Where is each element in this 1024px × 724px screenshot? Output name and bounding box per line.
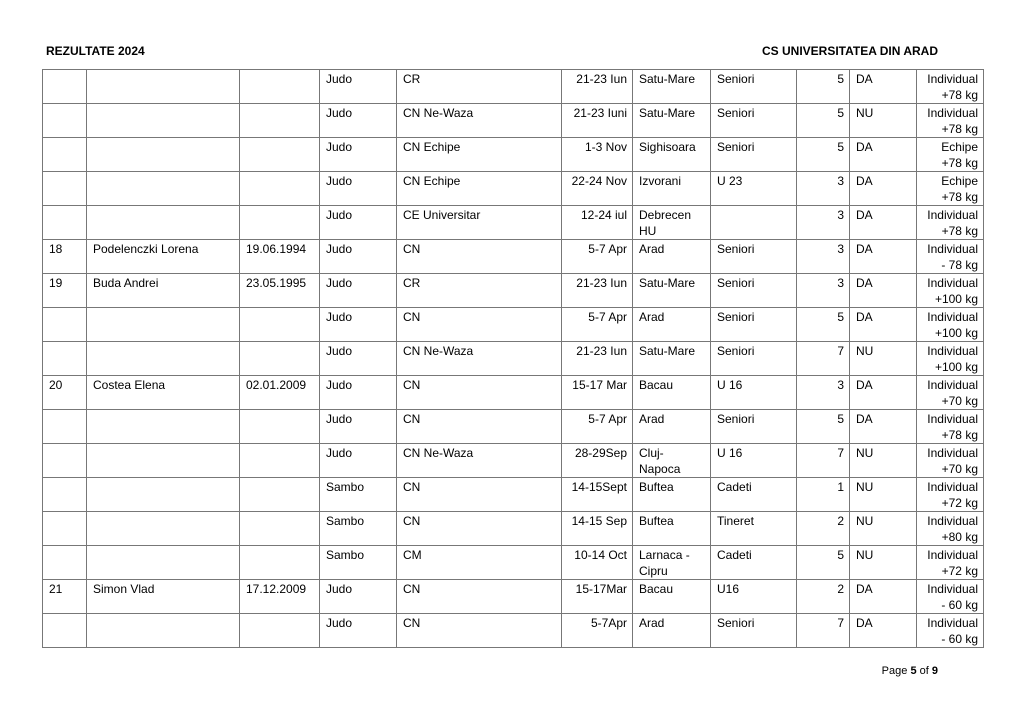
olympic-cell: NU [850,512,917,546]
category-cell: U 16 [711,376,797,410]
page-footer [882,665,938,677]
place-cell: 1 [797,478,850,512]
category-cell: U 16 [711,444,797,478]
event-cell: Individual +100 kg [917,274,984,308]
birthdate-cell [240,104,320,138]
olympic-cell: DA [850,614,917,648]
birthdate-cell [240,546,320,580]
location-cell: Cluj-Napoca [633,444,711,478]
event-cell: Individual +78 kg [917,70,984,104]
place-cell: 3 [797,206,850,240]
nr-cell [43,546,87,580]
sport-cell: Judo [320,410,397,444]
name-cell [87,444,240,478]
place-cell: 5 [797,410,850,444]
table-row [43,376,984,410]
event-cell: Individual - 60 kg [917,580,984,614]
place-cell: 2 [797,512,850,546]
olympic-cell: DA [850,172,917,206]
place-cell: 5 [797,138,850,172]
place-cell: 5 [797,70,850,104]
table-row [43,308,984,342]
event-cell: Individual +72 kg [917,546,984,580]
olympic-cell: NU [850,104,917,138]
event-cell: Individual +78 kg [917,104,984,138]
sport-cell: Sambo [320,546,397,580]
location-cell: Larnaca - Cipru [633,546,711,580]
place-cell: 3 [797,172,850,206]
category-cell: Seniori [711,70,797,104]
competition-cell: CN [397,614,562,648]
sport-cell: Judo [320,172,397,206]
table-row [43,512,984,546]
date-cell: 21-23 Iun [562,342,633,376]
name-cell [87,342,240,376]
birthdate-cell: 23.05.1995 [240,274,320,308]
place-cell: 7 [797,614,850,648]
place-cell: 5 [797,308,850,342]
location-cell: Debrecen HU [633,206,711,240]
page-total: 9 [931,665,938,677]
name-cell [87,206,240,240]
category-cell: U 23 [711,172,797,206]
table-row [43,546,984,580]
olympic-cell: DA [850,274,917,308]
nr-cell [43,206,87,240]
birthdate-cell: 02.01.2009 [240,376,320,410]
birthdate-cell [240,70,320,104]
event-cell: Individual +70 kg [917,376,984,410]
category-cell: Seniori [711,274,797,308]
birthdate-cell: 17.12.2009 [240,580,320,614]
page-current: 5 [910,665,917,677]
place-cell: 3 [797,274,850,308]
table-row [43,614,984,648]
table-row [43,240,984,274]
name-cell [87,512,240,546]
place-cell: 5 [797,104,850,138]
place-cell: 5 [797,546,850,580]
location-cell: Bacau [633,376,711,410]
sport-cell: Judo [320,444,397,478]
competition-cell: CE Universitar [397,206,562,240]
category-cell: Tineret [711,512,797,546]
place-cell: 7 [797,444,850,478]
table-row [43,172,984,206]
olympic-cell: DA [850,410,917,444]
birthdate-cell [240,478,320,512]
name-cell [87,138,240,172]
birthdate-cell [240,512,320,546]
date-cell: 21-23 Iun [562,274,633,308]
nr-cell [43,614,87,648]
olympic-cell: DA [850,70,917,104]
competition-cell: CR [397,274,562,308]
nr-cell: 19 [43,274,87,308]
name-cell: Costea Elena [87,376,240,410]
event-cell: Individual - 78 kg [917,240,984,274]
competition-cell: CR [397,70,562,104]
nr-cell [43,444,87,478]
table-row [43,138,984,172]
olympic-cell: DA [850,240,917,274]
birthdate-cell [240,342,320,376]
place-cell: 3 [797,376,850,410]
name-cell: Podelenczki Lorena [87,240,240,274]
competition-cell: CN [397,478,562,512]
results-table [42,69,984,648]
table-row [43,104,984,138]
competition-cell: CN [397,410,562,444]
name-cell [87,308,240,342]
nr-cell [43,512,87,546]
date-cell: 5-7 Apr [562,308,633,342]
nr-cell [43,172,87,206]
date-cell: 15-17 Mar [562,376,633,410]
category-cell: Seniori [711,104,797,138]
event-cell: Individual +100 kg [917,342,984,376]
date-cell: 5-7 Apr [562,410,633,444]
category-cell: Seniori [711,308,797,342]
sport-cell: Judo [320,614,397,648]
location-cell: Arad [633,308,711,342]
sport-cell: Judo [320,376,397,410]
sport-cell: Judo [320,138,397,172]
olympic-cell: NU [850,478,917,512]
competition-cell: CN Ne-Waza [397,104,562,138]
date-cell: 21-23 Iuni [562,104,633,138]
table-row [43,70,984,104]
competition-cell: CN [397,240,562,274]
birthdate-cell [240,614,320,648]
competition-cell: CN [397,308,562,342]
date-cell: 1-3 Nov [562,138,633,172]
date-cell: 28-29Sep [562,444,633,478]
birthdate-cell [240,138,320,172]
birthdate-cell [240,172,320,206]
name-cell [87,410,240,444]
nr-cell [43,342,87,376]
sport-cell: Judo [320,274,397,308]
competition-cell: CN [397,580,562,614]
table-row [43,580,984,614]
date-cell: 21-23 Iun [562,70,633,104]
category-cell: Seniori [711,614,797,648]
birthdate-cell [240,444,320,478]
name-cell: Buda Andrei [87,274,240,308]
olympic-cell: NU [850,342,917,376]
date-cell: 10-14 Oct [562,546,633,580]
category-cell: U16 [711,580,797,614]
category-cell: Cadeti [711,478,797,512]
location-cell: Buftea [633,478,711,512]
category-cell [711,206,797,240]
location-cell: Satu-Mare [633,70,711,104]
table-row [43,410,984,444]
competition-cell: CM [397,546,562,580]
event-cell: Individual +78 kg [917,410,984,444]
olympic-cell: DA [850,376,917,410]
event-cell: Echipe +78 kg [917,138,984,172]
nr-cell: 21 [43,580,87,614]
location-cell: Satu-Mare [633,274,711,308]
place-cell: 2 [797,580,850,614]
location-cell: Bacau [633,580,711,614]
table-row [43,274,984,308]
olympic-cell: NU [850,444,917,478]
sport-cell: Judo [320,308,397,342]
nr-cell [43,308,87,342]
date-cell: 5-7Apr [562,614,633,648]
competition-cell: CN [397,512,562,546]
birthdate-cell [240,206,320,240]
date-cell: 5-7 Apr [562,240,633,274]
competition-cell: CN Echipe [397,138,562,172]
competition-cell: CN Ne-Waza [397,342,562,376]
olympic-cell: DA [850,206,917,240]
name-cell [87,104,240,138]
name-cell [87,546,240,580]
event-cell: Individual - 60 kg [917,614,984,648]
club-name: CS UNIVERSITATEA DIN ARAD [761,44,938,58]
event-cell: Individual +70 kg [917,444,984,478]
nr-cell [43,410,87,444]
birthdate-cell [240,308,320,342]
sport-cell: Judo [320,342,397,376]
location-cell: Izvorani [633,172,711,206]
location-cell: Satu-Mare [633,104,711,138]
event-cell: Individual +72 kg [917,478,984,512]
olympic-cell: DA [850,138,917,172]
place-cell: 7 [797,342,850,376]
category-cell: Seniori [711,342,797,376]
competition-cell: CN Ne-Waza [397,444,562,478]
table-row [43,342,984,376]
of-label: of [919,665,929,677]
event-cell: Individual +100 kg [917,308,984,342]
date-cell: 12-24 iul [562,206,633,240]
table-row [43,478,984,512]
place-cell: 3 [797,240,850,274]
category-cell: Seniori [711,410,797,444]
table-row [43,444,984,478]
location-cell: Buftea [633,512,711,546]
sport-cell: Judo [320,206,397,240]
event-cell: Individual +78 kg [917,206,984,240]
table-row [43,206,984,240]
name-cell [87,478,240,512]
nr-cell [43,104,87,138]
olympic-cell: DA [850,308,917,342]
location-cell: Arad [633,240,711,274]
category-cell: Seniori [711,240,797,274]
sport-cell: Judo [320,580,397,614]
olympic-cell: DA [850,580,917,614]
sport-cell: Judo [320,104,397,138]
name-cell [87,614,240,648]
location-cell: Satu-Mare [633,342,711,376]
sport-cell: Judo [320,240,397,274]
name-cell: Simon Vlad [87,580,240,614]
nr-cell [43,478,87,512]
nr-cell: 20 [43,376,87,410]
date-cell: 14-15Sept [562,478,633,512]
location-cell: Arad [633,614,711,648]
nr-cell [43,138,87,172]
nr-cell: 18 [43,240,87,274]
competition-cell: CN Echipe [397,172,562,206]
date-cell: 22-24 Nov [562,172,633,206]
olympic-cell: NU [850,546,917,580]
sport-cell: Judo [320,70,397,104]
name-cell [87,70,240,104]
page-label: Page [881,665,908,677]
category-cell: Seniori [711,138,797,172]
birthdate-cell: 19.06.1994 [240,240,320,274]
date-cell: 14-15 Sep [562,512,633,546]
location-cell: Arad [633,410,711,444]
nr-cell [43,70,87,104]
birthdate-cell [240,410,320,444]
event-cell: Echipe +78 kg [917,172,984,206]
location-cell: Sighisoara [633,138,711,172]
event-cell: Individual +80 kg [917,512,984,546]
sport-cell: Sambo [320,478,397,512]
date-cell: 15-17Mar [562,580,633,614]
document-title: REZULTATE 2024 [46,44,145,58]
competition-cell: CN [397,376,562,410]
sport-cell: Sambo [320,512,397,546]
name-cell [87,172,240,206]
category-cell: Cadeti [711,546,797,580]
